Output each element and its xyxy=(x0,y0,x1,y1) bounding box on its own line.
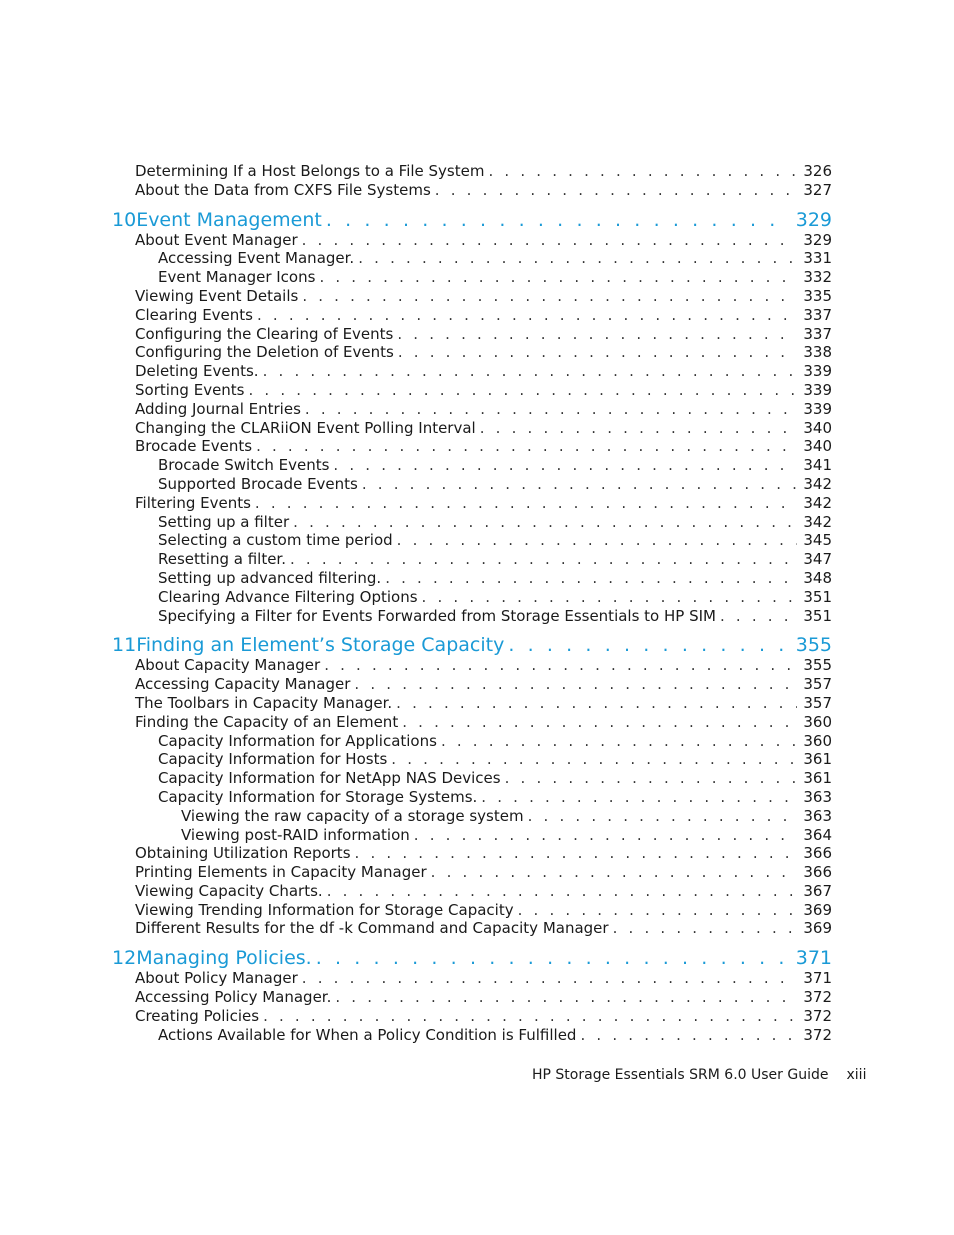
toc-page-number: 327 xyxy=(797,181,832,200)
dot-leader xyxy=(613,919,798,938)
toc-entry[interactable] xyxy=(112,807,832,826)
toc-entry[interactable] xyxy=(112,694,832,713)
toc-page-number: 366 xyxy=(797,863,832,882)
toc-entry-title: Supported Brocade Events xyxy=(158,475,362,494)
dot-leader xyxy=(326,209,790,231)
dot-leader xyxy=(441,732,797,751)
toc-page-number: 335 xyxy=(797,287,832,306)
toc-entry[interactable] xyxy=(112,569,832,588)
toc-entry-title: Viewing Event Details xyxy=(135,287,302,306)
toc-entry-title: Viewing Trending Information for Storage Capacity xyxy=(135,901,518,920)
toc-entry-title: Clearing Advance Filtering Options xyxy=(158,588,422,607)
toc-page-number: 348 xyxy=(797,569,832,588)
toc-entry[interactable] xyxy=(112,882,832,901)
dot-leader xyxy=(335,988,797,1007)
toc-entry[interactable] xyxy=(112,400,832,419)
chapter-title-text: Finding an Element’s Storage Capacity xyxy=(136,634,505,657)
toc-page-number: 326 xyxy=(797,162,832,181)
dot-leader xyxy=(385,569,797,588)
toc-entry-title: Brocade Switch Events xyxy=(158,456,333,475)
footer-page-number: xiii xyxy=(846,1067,867,1083)
toc-page-number: 360 xyxy=(797,713,832,732)
chapter-number: 11 xyxy=(112,634,137,657)
dot-leader xyxy=(263,1007,797,1026)
toc-entry[interactable] xyxy=(112,362,832,381)
toc-entry[interactable] xyxy=(112,1007,832,1026)
chapter-title-text: Managing Policies. xyxy=(136,947,312,970)
toc-page-number: 372 xyxy=(797,988,832,1007)
toc-entry[interactable] xyxy=(112,713,832,732)
toc-chapter-heading[interactable] xyxy=(112,634,832,656)
toc-entry-title: Adding Journal Entries xyxy=(135,400,305,419)
toc-page-number: 361 xyxy=(797,750,832,769)
dot-leader xyxy=(435,181,798,200)
toc-entry[interactable] xyxy=(112,788,832,807)
dot-leader xyxy=(481,788,797,807)
toc-entry-title: Capacity Information for Hosts xyxy=(158,750,391,769)
toc-entry-title: Determining If a Host Belongs to a File System xyxy=(135,162,488,181)
dot-leader xyxy=(333,456,797,475)
dot-leader xyxy=(256,437,797,456)
toc-entry-title: Finding the Capacity of an Element xyxy=(135,713,402,732)
toc-page-number: 337 xyxy=(797,306,832,325)
toc-entry-title: About Capacity Manager xyxy=(135,656,324,675)
dot-leader xyxy=(528,807,798,826)
dot-leader xyxy=(290,550,797,569)
dot-leader xyxy=(398,343,798,362)
toc-entry-title: About Policy Manager xyxy=(135,969,302,988)
toc-entry[interactable] xyxy=(112,381,832,400)
toc-page-number: 372 xyxy=(797,1026,832,1045)
toc-entry-title: Accessing Capacity Manager xyxy=(135,675,354,694)
toc-entry-title: Accessing Policy Manager. xyxy=(135,988,335,1007)
chapter-title xyxy=(112,209,326,231)
toc-entry-title: Selecting a custom time period xyxy=(158,531,397,550)
dot-leader xyxy=(414,826,798,845)
toc-page-number: 345 xyxy=(797,531,832,550)
toc-page-number: 340 xyxy=(797,419,832,438)
toc-page-number: 332 xyxy=(797,268,832,287)
toc-entry[interactable] xyxy=(112,249,832,268)
dot-leader xyxy=(302,969,798,988)
toc-entry[interactable] xyxy=(112,826,832,845)
toc-page-number: 341 xyxy=(797,456,832,475)
toc-entry-title: Clearing Events xyxy=(135,306,257,325)
toc-entry-title: Setting up advanced filtering. xyxy=(158,569,385,588)
toc-page-number: 339 xyxy=(797,400,832,419)
toc-page-number: 371 xyxy=(797,969,832,988)
toc-page-number: 339 xyxy=(797,381,832,400)
table-of-contents xyxy=(112,162,832,1044)
chapter-number: 12 xyxy=(112,947,137,970)
toc-page-number: 355 xyxy=(797,656,832,675)
toc-entry[interactable] xyxy=(112,437,832,456)
dot-leader xyxy=(402,713,797,732)
dot-leader xyxy=(324,656,797,675)
toc-page-number: 342 xyxy=(797,513,832,532)
toc-entry-title: Actions Available for When a Policy Condition is Fulfilled xyxy=(158,1026,580,1045)
toc-entry-title: The Toolbars in Capacity Manager. xyxy=(135,694,396,713)
toc-entry-title: About the Data from CXFS File Systems xyxy=(135,181,435,200)
dot-leader xyxy=(505,769,798,788)
toc-entry-title: Brocade Events xyxy=(135,437,256,456)
dot-leader xyxy=(354,675,797,694)
dot-leader xyxy=(720,607,797,626)
toc-entry[interactable] xyxy=(112,513,832,532)
toc-entry-title: Configuring the Deletion of Events xyxy=(135,343,398,362)
dot-leader xyxy=(293,513,797,532)
toc-page-number: 372 xyxy=(797,1007,832,1026)
toc-chapter-heading[interactable] xyxy=(112,947,832,969)
toc-page-number: 357 xyxy=(797,675,832,694)
toc-page-number: 342 xyxy=(797,494,832,513)
toc-entry-title: Sorting Events xyxy=(135,381,249,400)
dot-leader xyxy=(397,531,798,550)
dot-leader xyxy=(249,381,798,400)
toc-entry[interactable] xyxy=(112,844,832,863)
chapter-number: 10 xyxy=(112,208,137,231)
dot-leader xyxy=(319,268,797,287)
dot-leader xyxy=(316,947,790,969)
toc-entry[interactable] xyxy=(112,969,832,988)
toc-page-number: 366 xyxy=(797,844,832,863)
toc-page-number: 342 xyxy=(797,475,832,494)
dot-leader xyxy=(305,400,797,419)
toc-page-number: 371 xyxy=(790,947,832,969)
toc-entry[interactable] xyxy=(112,550,832,569)
toc-page-number: 337 xyxy=(797,325,832,344)
toc-entry[interactable] xyxy=(112,162,832,181)
toc-entry[interactable] xyxy=(112,306,832,325)
toc-page-number: 363 xyxy=(797,807,832,826)
chapter-title xyxy=(112,947,316,969)
toc-entry[interactable] xyxy=(112,901,832,920)
toc-page-number: 339 xyxy=(797,362,832,381)
toc-entry-title: Creating Policies xyxy=(135,1007,263,1026)
toc-page-number: 329 xyxy=(790,209,832,231)
toc-page-number: 355 xyxy=(790,634,832,656)
footer-guide-title: HP Storage Essentials SRM 6.0 User Guide xyxy=(532,1067,829,1083)
dot-leader xyxy=(362,475,797,494)
toc-chapter-heading[interactable] xyxy=(112,209,832,231)
toc-entry[interactable] xyxy=(112,988,832,1007)
toc-page-number: 351 xyxy=(797,607,832,626)
toc-entry[interactable] xyxy=(112,863,832,882)
toc-entry-title: About Event Manager xyxy=(135,231,302,250)
toc-entry-title: Different Results for the df -k Command and Capacity Manager xyxy=(135,919,613,938)
toc-entry[interactable] xyxy=(112,456,832,475)
toc-entry[interactable] xyxy=(112,419,832,438)
toc-entry-title: Printing Elements in Capacity Manager xyxy=(135,863,431,882)
toc-entry[interactable] xyxy=(112,475,832,494)
toc-entry-title: Capacity Information for Storage Systems. xyxy=(158,788,481,807)
toc-entry-title: Viewing post-RAID information xyxy=(181,826,414,845)
toc-entry[interactable] xyxy=(112,287,832,306)
chapter-title-text: Event Management xyxy=(136,208,322,231)
dot-leader xyxy=(488,162,797,181)
toc-entry[interactable] xyxy=(112,656,832,675)
toc-entry-title: Viewing Capacity Charts. xyxy=(135,882,327,901)
toc-page-number: 369 xyxy=(797,919,832,938)
toc-entry[interactable] xyxy=(112,325,832,344)
dot-leader xyxy=(355,844,798,863)
chapter-title xyxy=(112,634,508,656)
dot-leader xyxy=(263,362,798,381)
toc-page-number: 357 xyxy=(797,694,832,713)
toc-page-number: 363 xyxy=(797,788,832,807)
toc-entry-title: Obtaining Utilization Reports xyxy=(135,844,355,863)
dot-leader xyxy=(580,1026,797,1045)
toc-entry-title: Event Manager Icons xyxy=(158,268,319,287)
toc-entry-title: Viewing the raw capacity of a storage system xyxy=(181,807,528,826)
toc-entry-title: Resetting a filter. xyxy=(158,550,290,569)
toc-page-number: 338 xyxy=(797,343,832,362)
toc-entry[interactable] xyxy=(112,919,832,938)
dot-leader xyxy=(508,634,789,656)
toc-page-number: 331 xyxy=(797,249,832,268)
dot-leader xyxy=(422,588,798,607)
toc-entry-title: Specifying a Filter for Events Forwarded from Storage Essentials to HP SIM xyxy=(158,607,720,626)
toc-page-number: 351 xyxy=(797,588,832,607)
dot-leader xyxy=(302,231,798,250)
toc-entry[interactable] xyxy=(112,732,832,751)
toc-entry[interactable] xyxy=(112,231,832,250)
toc-page-number: 369 xyxy=(797,901,832,920)
toc-entry[interactable] xyxy=(112,769,832,788)
toc-entry-title: Deleting Events. xyxy=(135,362,263,381)
dot-leader xyxy=(302,287,797,306)
dot-leader xyxy=(518,901,798,920)
toc-entry-title: Filtering Events xyxy=(135,494,255,513)
toc-entry-title: Accessing Event Manager. xyxy=(158,249,358,268)
toc-page-number: 340 xyxy=(797,437,832,456)
toc-page-number: 329 xyxy=(797,231,832,250)
toc-entry-title: Capacity Information for Applications xyxy=(158,732,441,751)
dot-leader xyxy=(255,494,797,513)
toc-entry[interactable] xyxy=(112,588,832,607)
toc-page-number: 361 xyxy=(797,769,832,788)
dot-leader xyxy=(397,325,797,344)
toc-entry[interactable] xyxy=(112,343,832,362)
toc-entry-title: Configuring the Clearing of Events xyxy=(135,325,397,344)
dot-leader xyxy=(396,694,797,713)
toc-page-number: 347 xyxy=(797,550,832,569)
toc-entry[interactable] xyxy=(112,494,832,513)
dot-leader xyxy=(327,882,798,901)
toc-entry-title: Setting up a filter xyxy=(158,513,293,532)
toc-page-number: 367 xyxy=(797,882,832,901)
toc-entry[interactable] xyxy=(112,675,832,694)
toc-entry-title: Capacity Information for NetApp NAS Devices xyxy=(158,769,505,788)
toc-entry[interactable] xyxy=(112,181,832,200)
toc-entry[interactable] xyxy=(112,268,832,287)
toc-entry[interactable] xyxy=(112,607,832,626)
toc-page-number: 364 xyxy=(797,826,832,845)
page-footer xyxy=(532,1067,866,1083)
toc-entry-title: Changing the CLARiiON Event Polling Interval xyxy=(135,419,480,438)
dot-leader xyxy=(358,249,797,268)
toc-entry[interactable] xyxy=(112,1026,832,1045)
toc-page-number: 360 xyxy=(797,732,832,751)
dot-leader xyxy=(391,750,797,769)
toc-entry[interactable] xyxy=(112,750,832,769)
toc-entry[interactable] xyxy=(112,531,832,550)
dot-leader xyxy=(257,306,797,325)
dot-leader xyxy=(480,419,798,438)
dot-leader xyxy=(431,863,798,882)
